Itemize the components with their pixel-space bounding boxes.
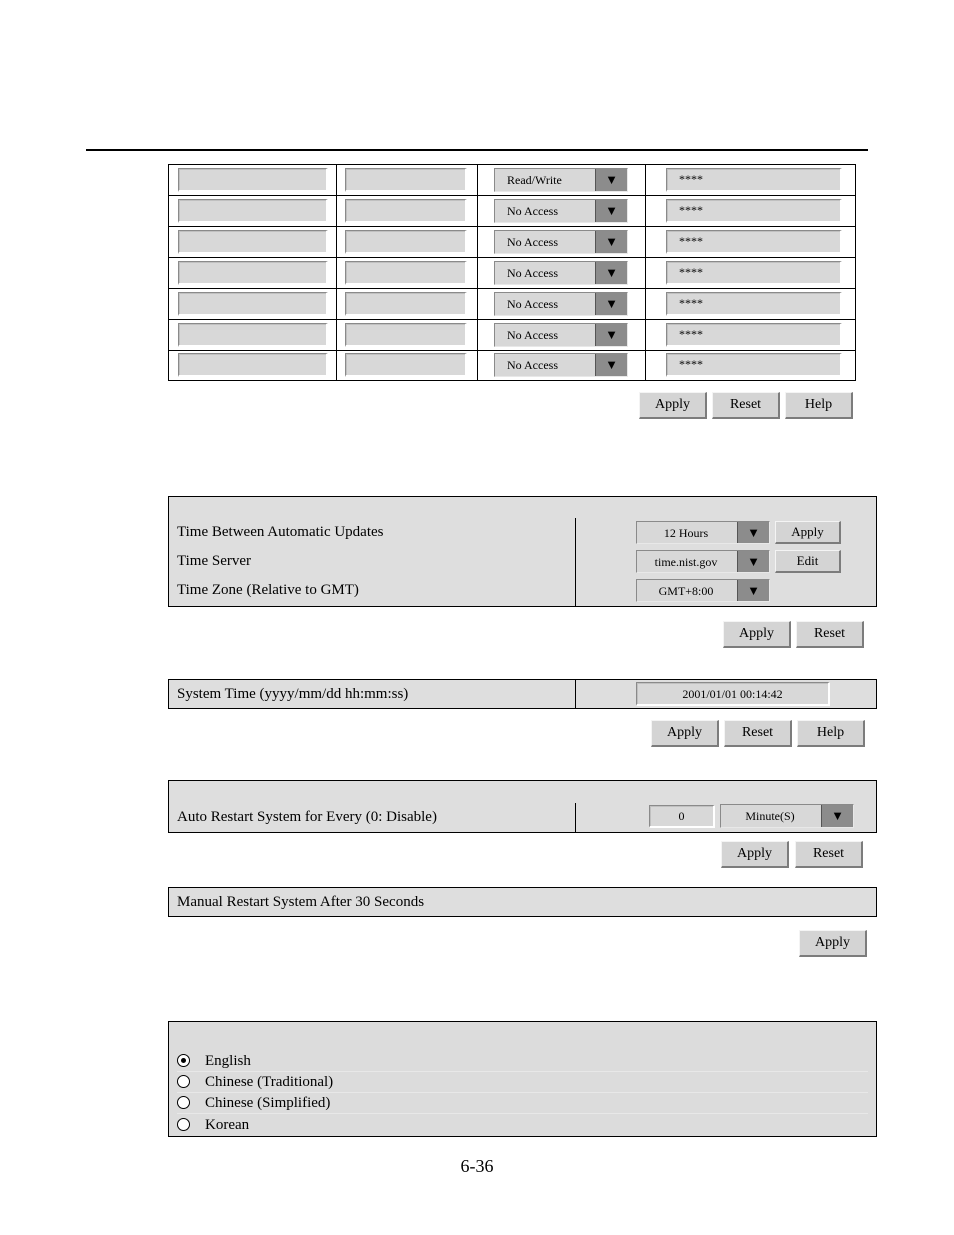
- column-divider: [575, 547, 576, 576]
- time-sync-apply-button[interactable]: Apply: [723, 621, 791, 648]
- triangle-down-icon[interactable]: ▼: [595, 231, 627, 253]
- user-name-cell: [169, 289, 337, 319]
- restart-interval-input[interactable]: 0: [649, 805, 715, 828]
- user-id-cell: [337, 165, 478, 195]
- password-input[interactable]: ****: [666, 292, 842, 316]
- password-input[interactable]: ****: [666, 230, 842, 254]
- column-divider: [575, 803, 576, 832]
- access-cell: [478, 227, 646, 257]
- user-name-cell: [169, 320, 337, 350]
- auto-restart-label: Auto Restart System for Every (0: Disable): [177, 809, 437, 825]
- access-value: No Access: [507, 235, 558, 249]
- access-cell: [478, 320, 646, 350]
- access-value: No Access: [507, 297, 558, 311]
- access-cell: [478, 196, 646, 226]
- triangle-down-icon[interactable]: ▼: [595, 169, 627, 191]
- time-sync-reset-button[interactable]: Reset: [796, 621, 864, 648]
- update-interval-value: 12 Hours: [663, 526, 709, 540]
- time-zone-label: Time Zone (Relative to GMT): [177, 582, 359, 598]
- language-panel: [168, 1021, 877, 1137]
- access-cell: [478, 289, 646, 319]
- reset-button[interactable]: Reset: [712, 392, 780, 419]
- auto-restart-reset-button[interactable]: Reset: [795, 841, 863, 868]
- triangle-down-icon[interactable]: ▼: [595, 354, 627, 376]
- table-row: [169, 196, 855, 227]
- password-cell: [646, 351, 855, 380]
- password-input[interactable]: ****: [666, 353, 842, 377]
- user-name-input[interactable]: [178, 292, 328, 316]
- language-option[interactable]: [177, 1115, 868, 1136]
- language-label: Chinese (Traditional): [205, 1074, 334, 1090]
- triangle-down-icon[interactable]: ▼: [595, 262, 627, 284]
- triangle-down-icon[interactable]: ▼: [737, 522, 769, 543]
- triangle-down-icon[interactable]: ▼: [737, 551, 769, 572]
- user-name-input[interactable]: [178, 168, 328, 192]
- time-server-edit-button[interactable]: Edit: [775, 550, 841, 573]
- user-name-input[interactable]: [178, 261, 328, 285]
- manual-restart-apply-button[interactable]: Apply: [799, 930, 867, 957]
- system-time-reset-button[interactable]: Reset: [724, 720, 792, 747]
- help-button[interactable]: Help: [785, 392, 853, 419]
- time-server-label: Time Server: [177, 553, 252, 569]
- password-cell: [646, 165, 855, 195]
- password-input[interactable]: ****: [666, 168, 842, 192]
- access-select[interactable]: [494, 353, 628, 377]
- time-server-select[interactable]: [636, 550, 770, 573]
- user-id-input[interactable]: [345, 261, 467, 285]
- language-label: Korean: [205, 1117, 250, 1133]
- language-option[interactable]: [177, 1051, 868, 1072]
- time-server-row: [168, 547, 877, 577]
- time-zone-value: GMT+8:00: [658, 584, 714, 598]
- table-row: [169, 227, 855, 258]
- access-value: No Access: [507, 358, 558, 372]
- user-name-cell: [169, 165, 337, 195]
- auto-restart-apply-button[interactable]: Apply: [721, 841, 789, 868]
- access-select[interactable]: [494, 292, 628, 316]
- time-zone-row: [168, 576, 877, 607]
- access-select[interactable]: [494, 230, 628, 254]
- table-row: [169, 351, 855, 380]
- user-id-cell: [337, 320, 478, 350]
- system-time-apply-button[interactable]: Apply: [651, 720, 719, 747]
- user-id-input[interactable]: [345, 230, 467, 254]
- triangle-down-icon[interactable]: ▼: [595, 293, 627, 315]
- page-number: 6-36: [460, 1156, 494, 1176]
- access-select[interactable]: [494, 261, 628, 285]
- apply-button[interactable]: Apply: [639, 392, 707, 419]
- user-name-input[interactable]: [178, 323, 328, 347]
- access-cell: [478, 351, 646, 380]
- user-name-cell: [169, 196, 337, 226]
- user-name-input[interactable]: [178, 353, 328, 377]
- user-id-cell: [337, 227, 478, 257]
- password-input[interactable]: ****: [666, 261, 842, 285]
- user-id-cell: [337, 196, 478, 226]
- time-zone-select[interactable]: [636, 579, 770, 602]
- table-row: [169, 165, 855, 196]
- access-value: No Access: [507, 328, 558, 342]
- user-id-cell: [337, 351, 478, 380]
- time-sync-header: [168, 496, 877, 519]
- triangle-down-icon[interactable]: ▼: [595, 324, 627, 346]
- system-time-label: System Time (yyyy/mm/dd hh:mm:ss): [177, 686, 409, 702]
- language-option[interactable]: [177, 1072, 868, 1093]
- password-input[interactable]: ****: [666, 199, 842, 223]
- system-time-input[interactable]: 2001/01/01 00:14:42: [636, 682, 830, 706]
- password-cell: [646, 289, 855, 319]
- access-value: No Access: [507, 266, 558, 280]
- auto-update-row: [168, 518, 877, 548]
- manual-restart-row: [168, 887, 877, 917]
- password-cell: [646, 227, 855, 257]
- restart-unit-value: Minute(S): [745, 809, 795, 823]
- user-id-input[interactable]: [345, 199, 467, 223]
- interval-apply-button[interactable]: Apply: [775, 521, 841, 544]
- table-row: [169, 258, 855, 289]
- triangle-down-icon[interactable]: ▼: [595, 200, 627, 222]
- language-label: English: [205, 1053, 251, 1069]
- access-cell: [478, 258, 646, 288]
- radio-selected-icon[interactable]: [177, 1054, 190, 1067]
- password-cell: [646, 196, 855, 226]
- user-id-input[interactable]: [345, 323, 467, 347]
- user-name-cell: [169, 351, 337, 380]
- column-divider: [575, 518, 576, 547]
- language-label: Chinese (Simplified): [205, 1095, 331, 1111]
- restart-unit-select[interactable]: [720, 804, 854, 828]
- user-id-input[interactable]: [345, 353, 467, 377]
- system-time-row: [168, 679, 877, 709]
- user-id-input[interactable]: [345, 168, 467, 192]
- column-divider: [575, 576, 576, 606]
- radio-icon[interactable]: [177, 1075, 190, 1088]
- user-id-cell: [337, 289, 478, 319]
- user-id-input[interactable]: [345, 292, 467, 316]
- table-row: [169, 320, 855, 351]
- user-id-cell: [337, 258, 478, 288]
- access-select[interactable]: [494, 199, 628, 223]
- radio-icon[interactable]: [177, 1096, 190, 1109]
- top-divider: [86, 149, 868, 151]
- access-value: No Access: [507, 204, 558, 218]
- triangle-down-icon[interactable]: ▼: [821, 805, 853, 827]
- user-name-cell: [169, 227, 337, 257]
- password-cell: [646, 258, 855, 288]
- user-accounts-table: [168, 164, 856, 381]
- auto-restart-row: [168, 803, 877, 833]
- radio-icon[interactable]: [177, 1118, 190, 1131]
- auto-update-label: Time Between Automatic Updates: [177, 524, 384, 540]
- manual-restart-label: Manual Restart System After 30 Seconds: [177, 894, 425, 910]
- password-input[interactable]: ****: [666, 323, 842, 347]
- access-select[interactable]: [494, 168, 628, 192]
- update-interval-select[interactable]: [636, 521, 770, 544]
- user-name-cell: [169, 258, 337, 288]
- access-value: Read/Write: [507, 173, 562, 187]
- access-select[interactable]: [494, 323, 628, 347]
- language-option[interactable]: [177, 1093, 868, 1114]
- password-cell: [646, 320, 855, 350]
- time-server-value: time.nist.gov: [654, 555, 718, 569]
- triangle-down-icon[interactable]: ▼: [737, 580, 769, 601]
- access-cell: [478, 165, 646, 195]
- system-time-help-button[interactable]: Help: [797, 720, 865, 747]
- user-name-input[interactable]: [178, 199, 328, 223]
- restart-header: [168, 780, 877, 804]
- table-row: [169, 289, 855, 320]
- column-divider: [575, 680, 576, 708]
- user-name-input[interactable]: [178, 230, 328, 254]
